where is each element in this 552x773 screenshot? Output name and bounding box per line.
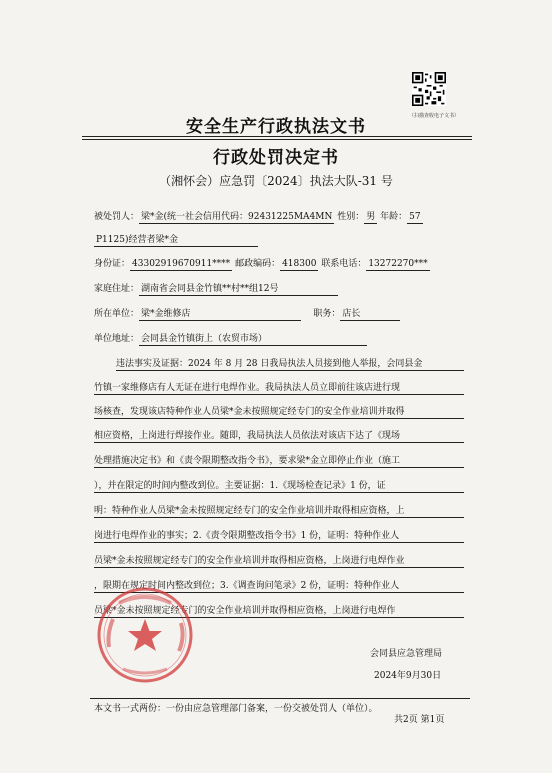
party-name-value: 梁*金(统一社会信用代码：92431225MA4MN xyxy=(141,212,333,222)
age-value: 57 xyxy=(409,212,421,222)
official-seal-icon xyxy=(95,585,195,685)
unit-address-label: 单位地址： xyxy=(94,334,140,344)
body-line: 相应资格，上岗进行焊接作业。随即，我局执法人员依法对该店下达了《现场 xyxy=(94,430,464,443)
body-line: 员梁*金未按照规定经专门的安全作业培训并取得相应资格，上岗进行电焊作业 xyxy=(94,555,464,568)
document-title: 安全生产行政执法文书 xyxy=(186,117,366,137)
footer-divider xyxy=(90,698,470,699)
party-line-3 xyxy=(94,258,430,271)
title-divider xyxy=(82,136,472,137)
body-line: 处理措施决定书》和《责令限期整改指令书》，要求梁*金立即停止作业（施工 xyxy=(94,455,464,468)
gender-label: 性别： xyxy=(337,212,365,222)
phone-value: 13272270*** xyxy=(368,259,428,269)
body-line: 明：特种作业人员梁*金未按照规定经专门的安全作业培训并取得相应资格，上 xyxy=(94,505,464,518)
document-subtitle: 行政处罚决定书 xyxy=(213,148,339,168)
postcode-value: 418300 xyxy=(282,259,317,269)
unit-address-value: 会同县金竹镇街上（农贸市场） xyxy=(139,333,367,346)
document-number: （湘怀会）应急罚〔2024〕执法大队-31 号 xyxy=(159,174,393,188)
party-line-2 xyxy=(94,234,258,247)
title-divider-second xyxy=(82,139,472,140)
party-line-4 xyxy=(94,283,338,296)
body-line: 员梁*金未按照规定经专门的安全作业培训并取得相应资格，上岗进行电焊作 xyxy=(94,605,464,618)
signing-date: 2024年9月30日 xyxy=(374,671,442,681)
id-value: 43302919670911**** xyxy=(132,259,231,269)
party-line-6 xyxy=(94,333,367,346)
postcode-label: 邮政编码： xyxy=(235,259,281,269)
id-label: 身份证： xyxy=(94,259,131,269)
address-value: 湖南省会同县金竹镇**村**组12号 xyxy=(139,283,338,296)
body-line: ），并在限定的时间内整改到位。主要证据：1.《现场检查记录》1 份，证 xyxy=(94,480,464,493)
page-number: 共2页 第1页 xyxy=(394,715,445,725)
body-line: 违法事实及证据：2024 年 8 月 28 日我局执法人员接到他人举报，会同县金 xyxy=(116,358,464,371)
qr-caption: （扫描查收电子文书） xyxy=(408,113,459,119)
signing-organization: 会同县应急管理局 xyxy=(370,649,443,659)
party-name-label: 被处罚人： xyxy=(94,212,140,222)
unit-label: 所在单位： xyxy=(94,309,140,319)
footer-note: 本文书一式两份：一份由应急管理部门备案，一份交被处罚人（单位）。 xyxy=(94,704,378,714)
party-line-5 xyxy=(94,308,400,321)
gender-value: 男 xyxy=(366,212,376,222)
address-label: 家庭住址： xyxy=(94,284,140,294)
body-line: 岗进行电焊作业的事实；2.《责令限期整改指令书》1 份，证明：特种作业人 xyxy=(94,530,464,543)
body-line: ，限期在规定时间内整改到位；3.《调查询问笔录》2 份，证明：特种作业人 xyxy=(94,580,464,593)
body-line: 场核查，发现该店特种作业人员梁*金未按照规定经专门的安全作业培训并取得 xyxy=(94,406,464,419)
position-label: 职务： xyxy=(313,309,341,319)
body-line: 竹镇一家维修店有人无证在进行电焊作业。我局执法人员立即前往该店进行现 xyxy=(94,382,464,395)
unit-value: 梁*金维修店 xyxy=(139,308,301,321)
age-label: 年龄： xyxy=(380,212,408,222)
position-value: 店长 xyxy=(340,308,400,321)
qr-code-icon[interactable] xyxy=(412,72,446,106)
party-line-1 xyxy=(94,211,423,224)
phone-label: 联系电话： xyxy=(321,259,367,269)
party-name-continued: P1125)经营者梁*金 xyxy=(94,234,258,247)
